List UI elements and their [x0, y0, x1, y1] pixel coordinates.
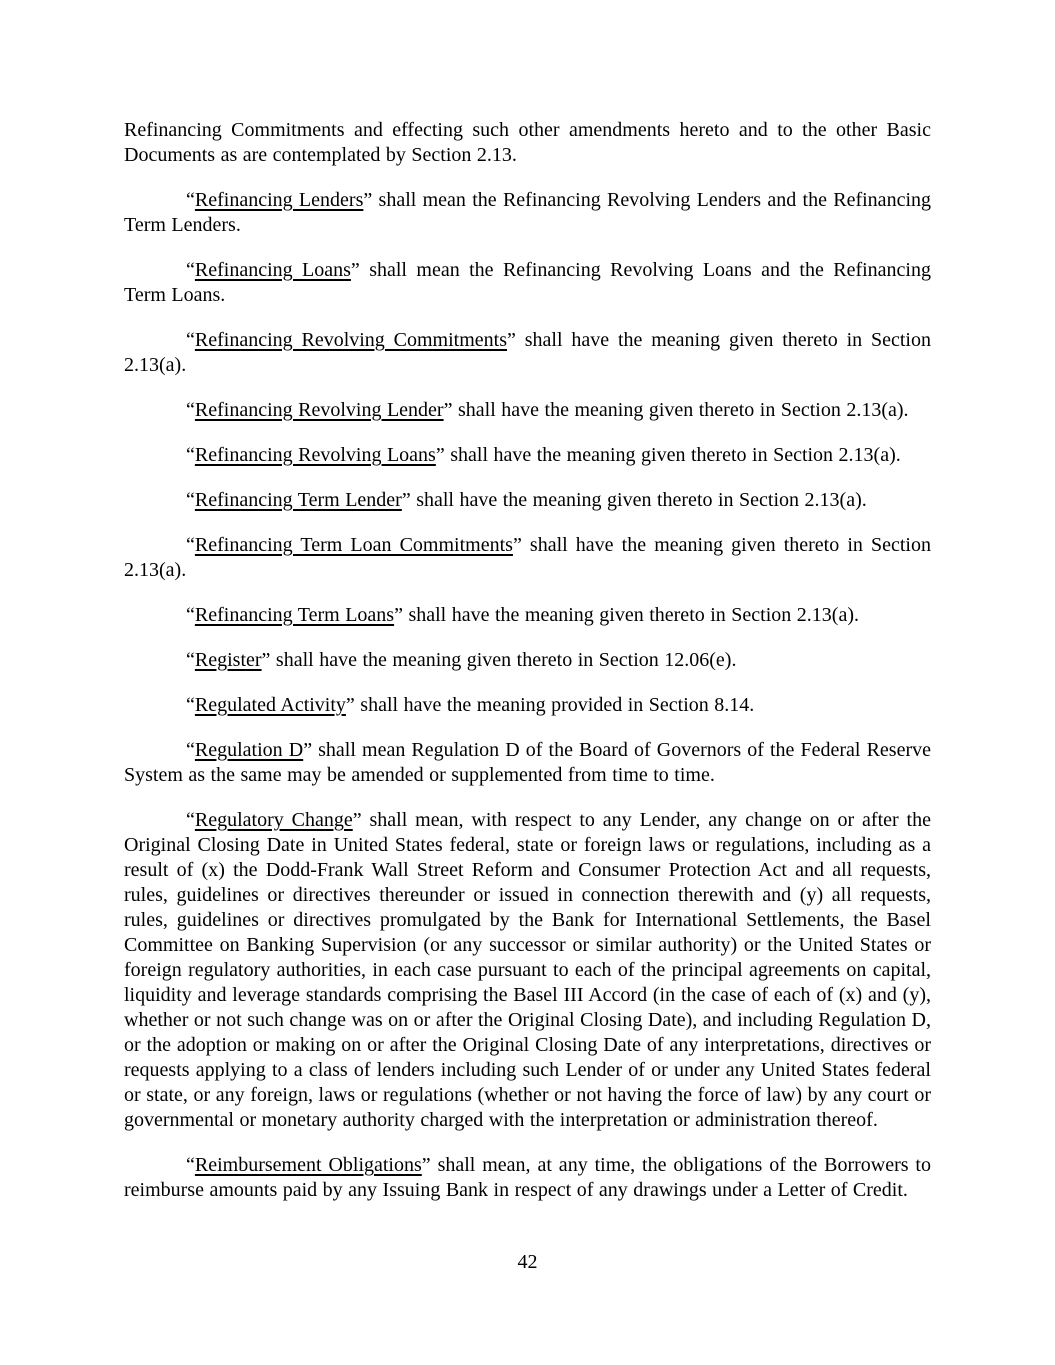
paragraph: “Reimbursement Obligations” shall mean, at any time, the obligations of the Borrowers to reimburse amounts paid by any Issuing Bank in respect of any drawings under a Letter of Credit.	[124, 1154, 931, 1201]
paragraph: “Refinancing Revolving Lender” shall have the meaning given thereto in Section 2.13(a).	[186, 399, 909, 421]
page-number: 42	[517, 1251, 538, 1273]
paragraph: “Refinancing Loans” shall mean the Refinancing Revolving Loans and the Refinancing Term Loans.	[124, 259, 931, 306]
defined-term: Regulated Activity	[194, 694, 346, 716]
paragraph: “Refinancing Revolving Commitments” shall have the meaning given thereto in Section 2.13(a).	[124, 329, 931, 376]
defined-term: Refinancing Revolving Lender	[194, 399, 444, 421]
paragraph: “Refinancing Term Lender” shall have the meaning given thereto in Section 2.13(a).	[186, 489, 867, 511]
paragraph: “Refinancing Lenders” shall mean the Refinancing Revolving Lenders and the Refinancing Term Lenders.	[124, 189, 931, 236]
defined-term: Refinancing Revolving Loans	[194, 444, 436, 466]
defined-term: Register	[194, 649, 262, 671]
defined-term: Regulation D	[194, 739, 304, 761]
defined-term: Regulatory Change	[194, 809, 353, 831]
defined-term: Refinancing Term Loan Commitments	[194, 534, 513, 556]
paragraph: “Refinancing Term Loan Commitments” shall have the meaning given thereto in Section 2.13(a).	[124, 534, 931, 581]
defined-term: Refinancing Lenders	[194, 189, 364, 211]
paragraph: “Regulatory Change” shall mean, with respect to any Lender, any change on or after the Original Closing Date in United States federal, state or foreign laws or regulations, including as a result of (x) the Dodd-Frank Wall Street Reform and Consumer Protection Act and all requests, rules, guidelines or directives thereunder or issued in connection therewith and (y) all requests, rules, guidelines or directives promulgated by the Bank for International Settlements, the Basel Committee on Banking Supervision (or any successor or similar authority) or the United States or foreign regulatory authorities, in each case pursuant to each of the principal agreements on capital, liquidity and leverage standards comprising the Basel III Accord (in the case of each of (x) and (y), whether or not such change was on or after the Original Closing Date), and including Regulation D, or the adoption or making on or after the Original Closing Date of any interpretations, directives or requests applying to a class of lenders including such Lender of or under any United States federal or state, or any foreign, laws or regulations (whether or not having the force of law) by any court or governmental or monetary authority charged with the interpretation or administration thereof.	[124, 809, 931, 1131]
paragraph: “Refinancing Revolving Loans” shall have the meaning given thereto in Section 2.13(a).	[186, 444, 901, 466]
defined-term: Refinancing Term Lender	[194, 489, 402, 511]
paragraph: “Register” shall have the meaning given thereto in Section 12.06(e).	[186, 649, 737, 671]
defined-term: Refinancing Revolving Commitments	[194, 329, 507, 351]
defined-term: Refinancing Term Loans	[194, 604, 395, 626]
paragraph: “Regulation D” shall mean Regulation D of the Board of Governors of the Federal Reserve System as the same may be amended or supplemented from time to time.	[124, 739, 931, 786]
defined-term: Reimbursement Obligations	[194, 1154, 422, 1176]
page-body	[124, 118, 931, 1223]
paragraph: “Regulated Activity” shall have the meaning provided in Section 8.14.	[186, 694, 755, 716]
paragraph: “Refinancing Term Loans” shall have the meaning given thereto in Section 2.13(a).	[186, 604, 859, 626]
defined-term: Refinancing Loans	[194, 259, 351, 281]
paragraph: Refinancing Commitments and effecting such other amendments hereto and to the other Basic Documents as are contemplated by Section 2.13.	[124, 119, 931, 166]
page-footer	[0, 1250, 1055, 1275]
